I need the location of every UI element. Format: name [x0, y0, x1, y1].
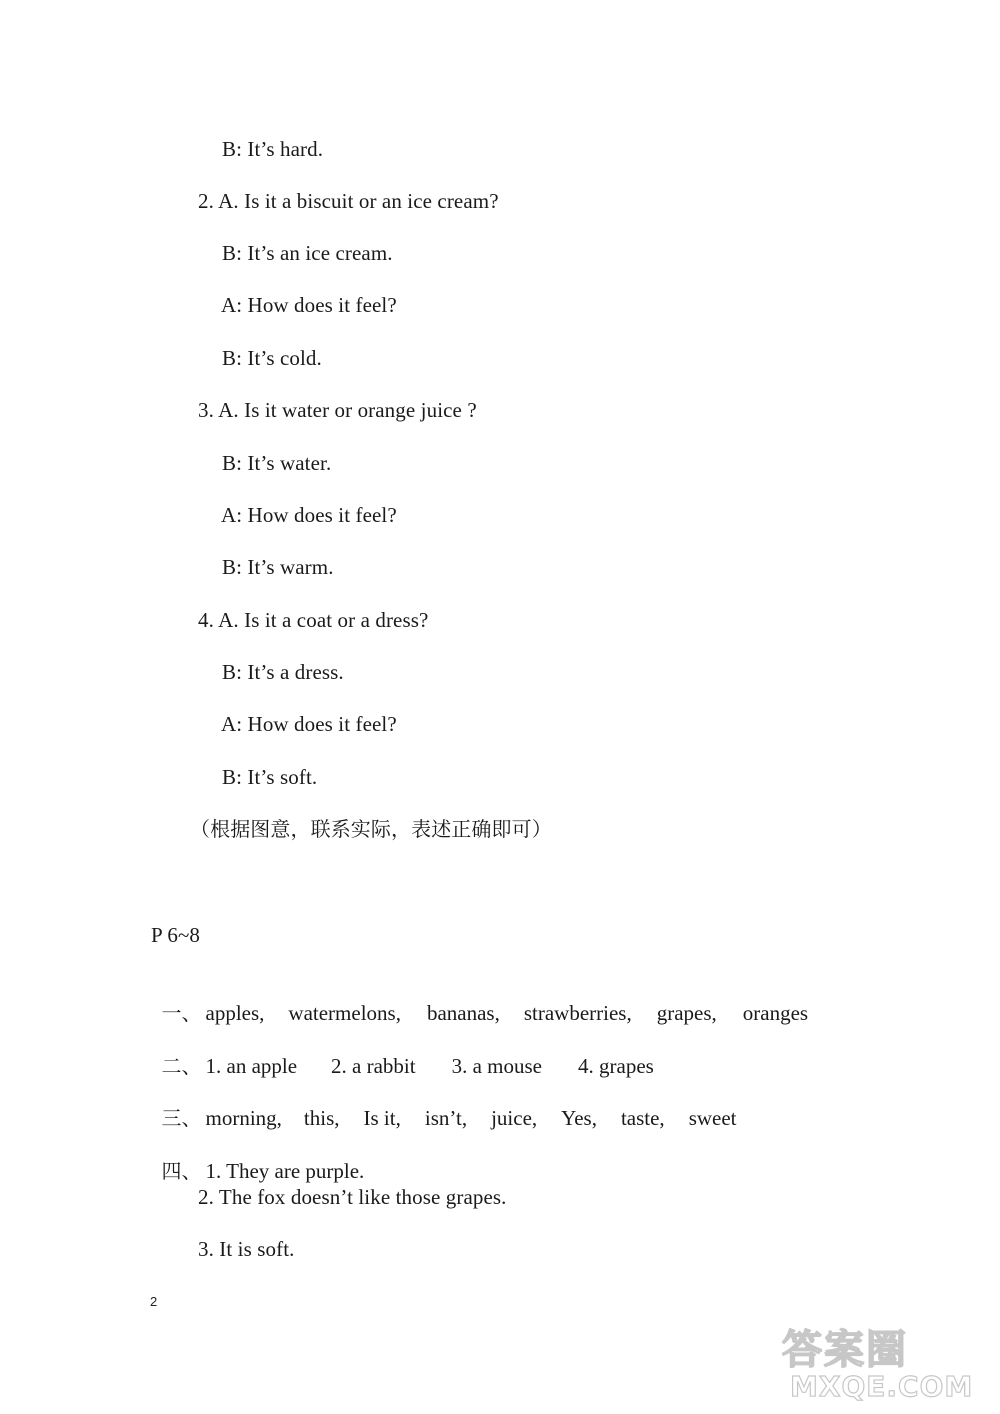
answer-marker: 四、: [161, 1159, 202, 1183]
answer-item: 3. It is soft.: [198, 1237, 295, 1261]
answer-marker: 三、: [161, 1106, 202, 1130]
watermark-logo: [782, 1318, 994, 1410]
instruction-note: （根据图意，联系实际，表述正确即可）: [190, 817, 552, 841]
answer-item: 4. grapes: [578, 1054, 654, 1078]
answer-row-three: [151, 1079, 737, 1131]
answer-marker: 一、: [161, 1001, 202, 1025]
dialogue-line: A: How does it feel?: [221, 712, 397, 736]
answer-item: grapes,: [656, 1001, 717, 1025]
page-number: 2: [150, 1294, 158, 1309]
dialogue-line: B: It’s a dress.: [222, 660, 344, 684]
dialogue-line: B: It’s soft.: [222, 765, 318, 789]
answer-item: bananas,: [426, 1001, 500, 1025]
dialogue-line: B: It’s water.: [222, 451, 332, 475]
answer-item: taste,: [620, 1106, 665, 1130]
answer-item: oranges: [742, 1001, 809, 1025]
answer-item: strawberries,: [523, 1001, 632, 1025]
answer-item: this,: [303, 1106, 340, 1130]
answer-item: 2. The fox doesn’t like those grapes.: [198, 1185, 507, 1209]
watermark-text: 答案圈: [782, 1327, 908, 1373]
answer-item: 3. a mouse: [451, 1054, 543, 1078]
dialogue-line: 4. A. Is it a coat or a dress?: [198, 608, 429, 632]
dialogue-line: A: How does it feel?: [221, 293, 397, 317]
answer-item: morning,: [205, 1106, 282, 1130]
answer-item: apples,: [205, 1001, 265, 1025]
dialogue-line: B: It’s warm.: [222, 555, 334, 579]
answer-row-two: [151, 1027, 654, 1079]
section-title: P 6~8: [151, 923, 201, 947]
watermark-url: MXQE.COM: [790, 1370, 974, 1403]
answer-item: Yes,: [561, 1106, 597, 1130]
answer-item: 2. a rabbit: [331, 1054, 416, 1078]
answer-item: juice,: [491, 1106, 538, 1130]
answer-row-four: [151, 1132, 364, 1184]
answer-item: 1. an apple: [205, 1054, 298, 1078]
answer-item: isn’t,: [424, 1106, 468, 1130]
answer-row-one: [151, 974, 808, 1026]
answer-item: 1. They are purple.: [205, 1159, 365, 1183]
dialogue-line: A: How does it feel?: [221, 503, 397, 527]
dialogue-line: B: It’s an ice cream.: [222, 241, 393, 265]
dialogue-line: 2. A. Is it a biscuit or an ice cream?: [198, 189, 499, 213]
dialogue-line: B: It’s hard.: [222, 137, 324, 161]
dialogue-line: 3. A. Is it water or orange juice ?: [198, 398, 477, 422]
answer-marker: 二、: [161, 1054, 202, 1078]
answer-item: watermelons,: [288, 1001, 401, 1025]
dialogue-line: B: It’s cold.: [222, 346, 322, 370]
answer-item: Is it,: [363, 1106, 401, 1130]
answer-item: sweet: [688, 1106, 737, 1130]
